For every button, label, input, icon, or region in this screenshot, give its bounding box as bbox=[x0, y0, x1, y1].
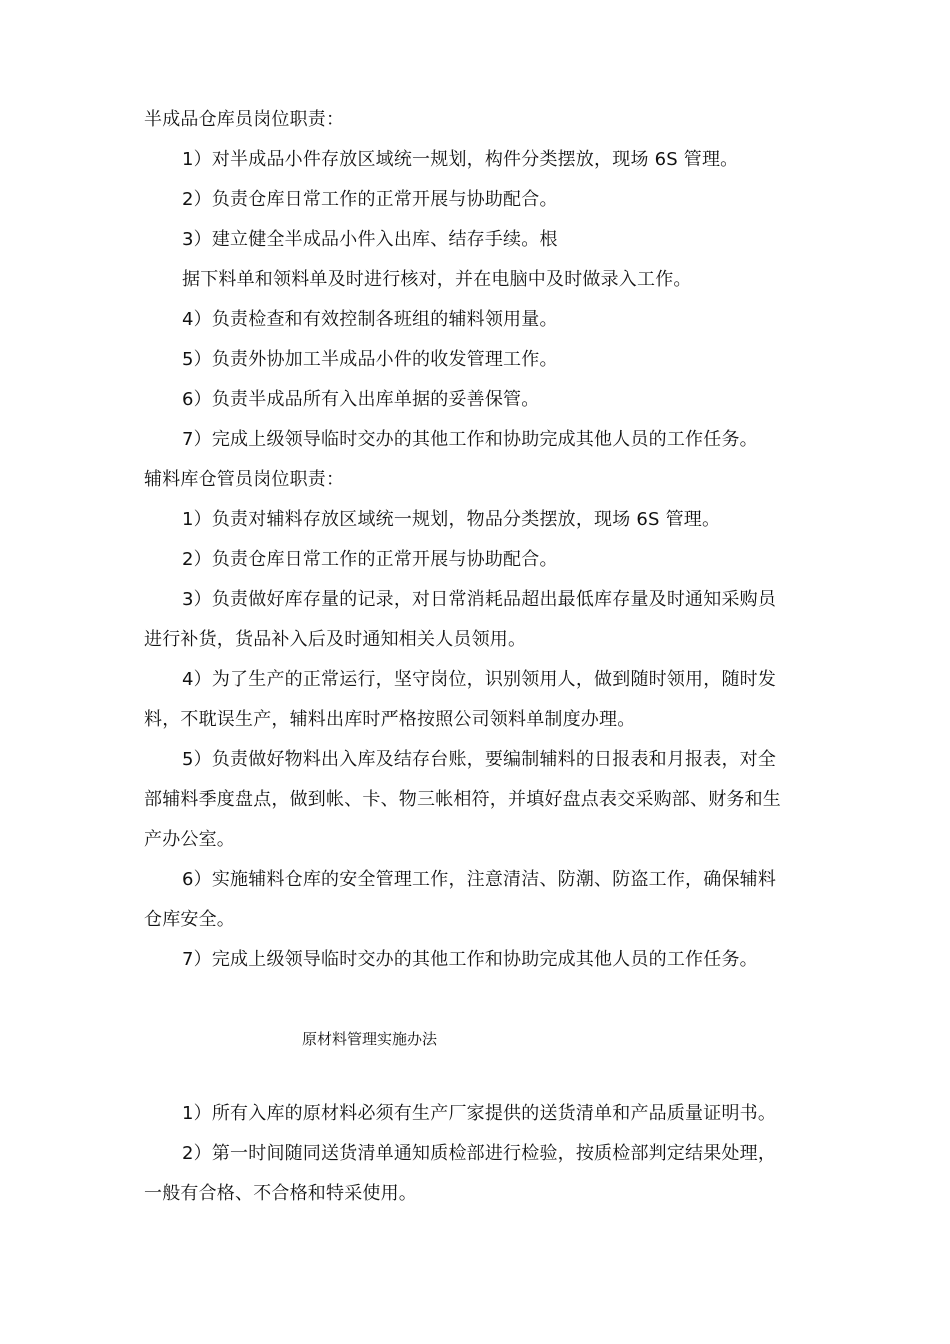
section3-line-3: 一般有合格、不合格和特采使用。 bbox=[144, 1183, 417, 1204]
section2-line-3: 3）负责做好库存量的记录，对日常消耗品超出最低库存量及时通知采购员 bbox=[182, 589, 777, 610]
section2-line-2: 2）负责仓库日常工作的正常开展与协助配合。 bbox=[182, 549, 558, 570]
section2-line-5: 4）为了生产的正常运行，坚守岗位，识别领用人，做到随时领用，随时发 bbox=[182, 669, 777, 690]
section2-line-7: 5）负责做好物料出入库及结存台账，要编制辅料的日报表和月报表，对全 bbox=[182, 749, 777, 770]
section2-line-11: 仓库安全。 bbox=[144, 909, 235, 930]
section2-line-12: 7）完成上级领导临时交办的其他工作和协助完成其他人员的工作任务。 bbox=[182, 949, 758, 970]
section3-title: 原材料管理实施办法 bbox=[302, 1030, 438, 1048]
section1-item-6: 6）负责半成品所有入出库单据的妥善保管。 bbox=[182, 389, 540, 410]
section1-item-1: 1）对半成品小件存放区域统一规划，构件分类摆放，现场 6S 管理。 bbox=[182, 149, 739, 170]
section2-line-9: 产办公室。 bbox=[144, 829, 235, 850]
section2-line-4: 进行补货，货品补入后及时通知相关人员领用。 bbox=[144, 629, 527, 650]
section1-item-3-continued: 据下料单和领料单及时进行核对，并在电脑中及时做录入工作。 bbox=[182, 269, 692, 290]
section2-line-10: 6）实施辅料仓库的安全管理工作，注意清洁、防潮、防盗工作，确保辅料 bbox=[182, 869, 777, 890]
section1-heading: 半成品仓库员岗位职责： bbox=[144, 109, 345, 130]
section2-line-1: 1）负责对辅料存放区域统一规划，物品分类摆放，现场 6S 管理。 bbox=[182, 509, 721, 530]
section1-item-3: 3）建立健全半成品小件入出库、结存手续。根 bbox=[182, 229, 558, 250]
section1-item-2: 2）负责仓库日常工作的正常开展与协助配合。 bbox=[182, 189, 558, 210]
section2-line-6: 料，不耽误生产，辅料出库时严格按照公司领料单制度办理。 bbox=[144, 709, 636, 730]
section3-line-2: 2）第一时间随同送货清单通知质检部进行检验，按质检部判定结果处理， bbox=[182, 1143, 777, 1164]
section2-line-8: 部辅料季度盘点，做到帐、卡、物三帐相符，并填好盘点表交采购部、财务和生 bbox=[144, 789, 781, 810]
section3-line-1: 1）所有入库的原材料必须有生产厂家提供的送货清单和产品质量证明书。 bbox=[182, 1103, 777, 1124]
section2-heading: 辅料库仓管员岗位职责： bbox=[144, 469, 345, 490]
section1-item-7: 7）完成上级领导临时交办的其他工作和协助完成其他人员的工作任务。 bbox=[182, 429, 758, 450]
section1-item-4: 4）负责检查和有效控制各班组的辅料领用量。 bbox=[182, 309, 558, 330]
section1-item-5: 5）负责外协加工半成品小件的收发管理工作。 bbox=[182, 349, 558, 370]
